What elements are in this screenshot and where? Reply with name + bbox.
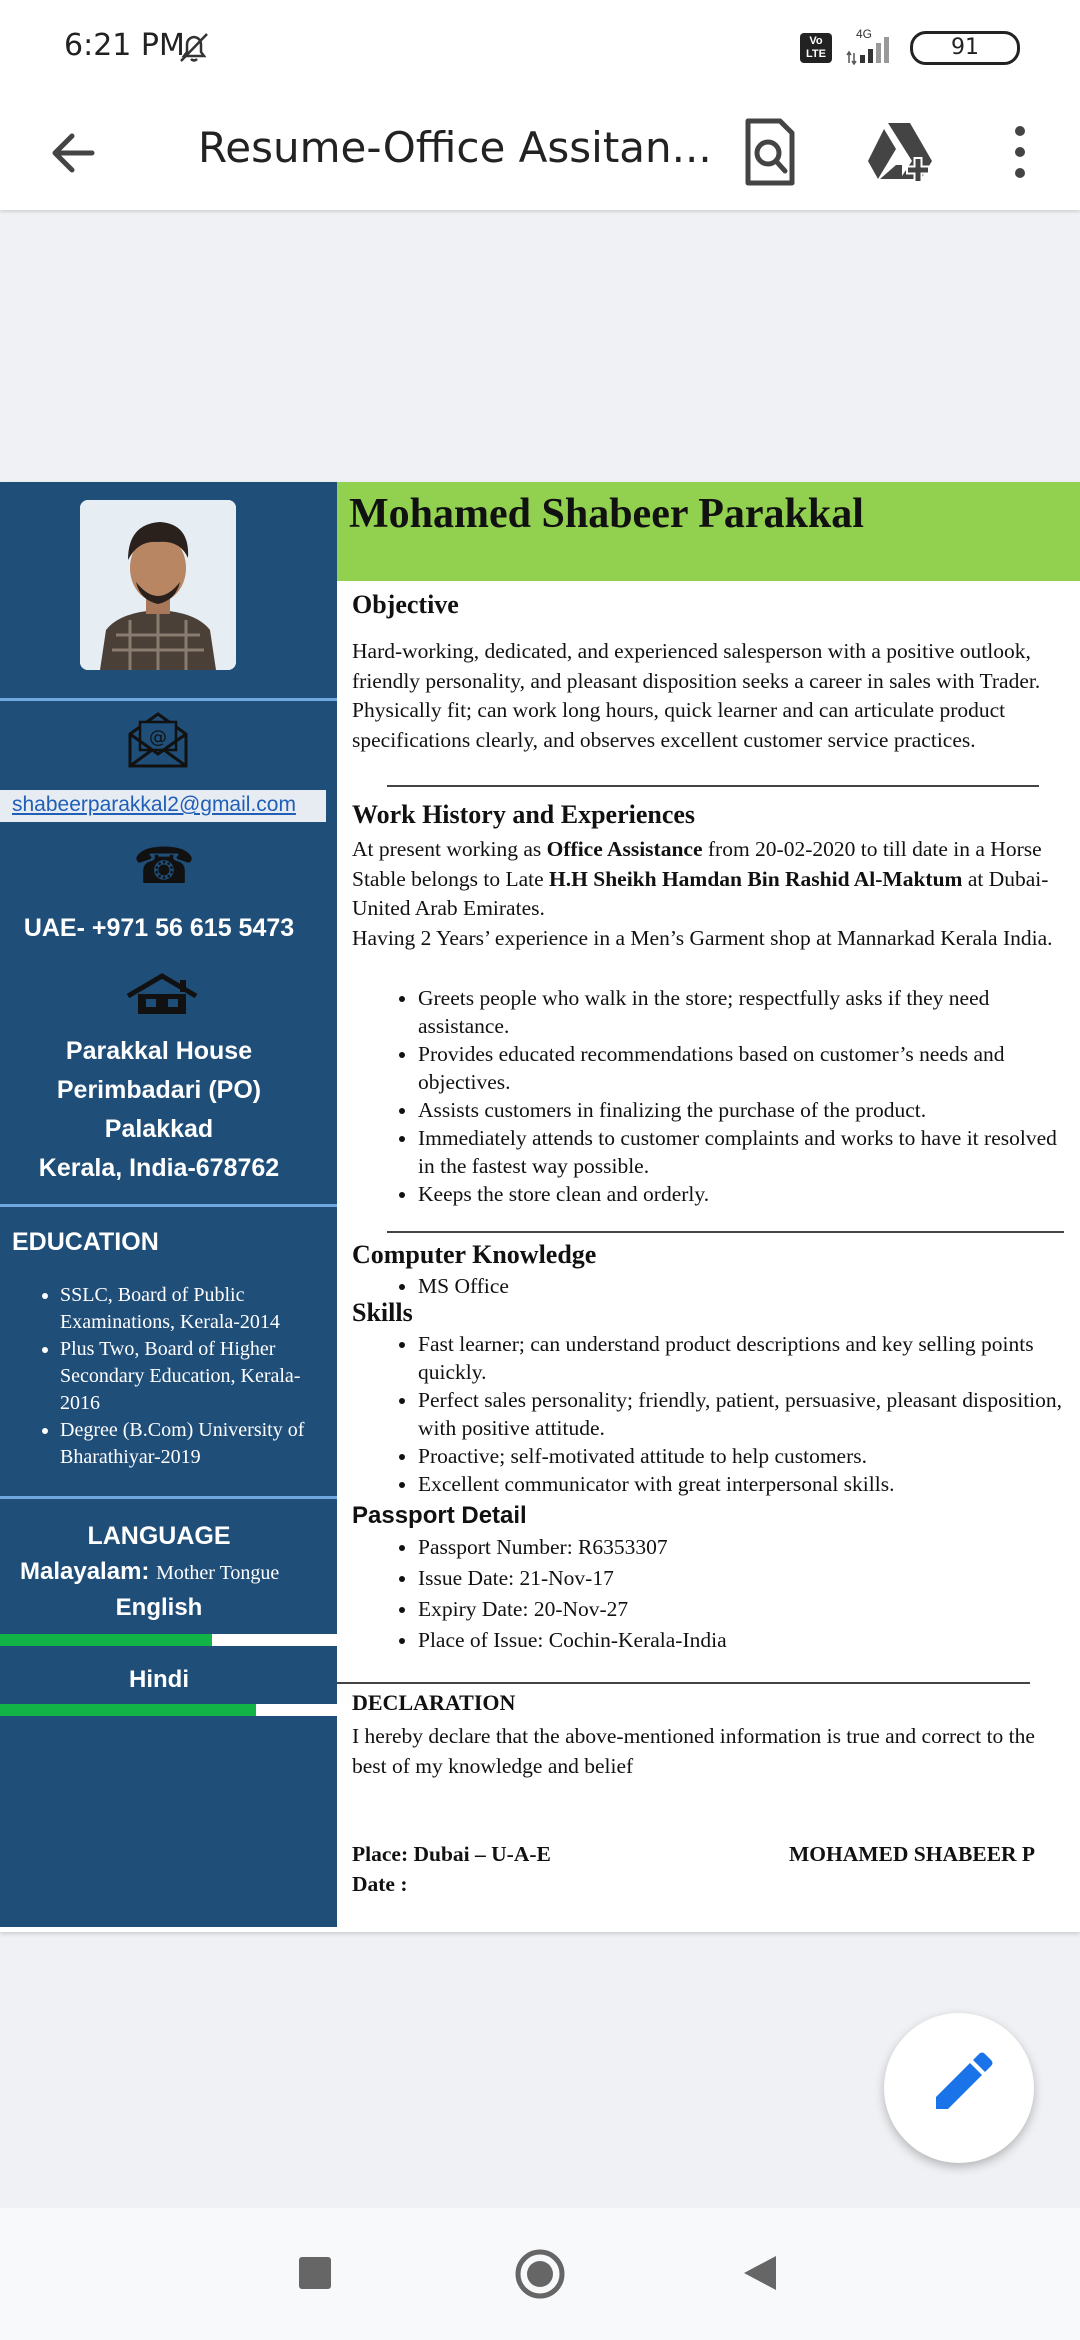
more-options-icon[interactable] [1000, 119, 1040, 185]
objective-text: Hard-working, dedicated, and experienced salesperson with a positive outlook, friendly personality, and pleasant disposition seeks a career in sales with Trader. Physically fit; can work long hours, quick learner and can articulate product specifications clearly, and observes excellent customer service practices. [352, 639, 1041, 752]
envelope-icon [126, 710, 190, 768]
sidebar-divider [0, 698, 337, 701]
back-arrow-icon[interactable] [44, 123, 104, 183]
home-circle-icon[interactable] [514, 2248, 566, 2300]
passport-heading: Passport Detail [352, 1502, 527, 1529]
name-banner [337, 482, 1080, 581]
objective-heading: Objective [352, 590, 459, 619]
work-previous-text: Having 2 Years’ experience in a Men’s Garment shop at Mannarkad Kerala India. [352, 926, 1053, 950]
address-line: Palakkad [104, 1115, 214, 1143]
declaration-place: Place: Dubai – U-A-E [352, 1842, 551, 1866]
system-nav-bar [0, 2208, 1080, 2340]
passport-list [352, 1532, 1077, 1656]
section-divider [337, 1682, 1030, 1684]
list-item: • Assists customers in finalizing the purchase of the product. [418, 1096, 1077, 1124]
declaration-text: I hereby declare that the above-mentioned information is true and correct to the best of my knowledge and belief [352, 1724, 1035, 1778]
education-item: • Plus Two, Board of Higher Secondary Education, Kerala-2016 [60, 1336, 318, 1417]
language-label: Malayalam: [20, 1558, 150, 1585]
signature-name: MOHAMED SHABEER P [789, 1842, 1036, 1866]
list-item: • Expiry Date: 20-Nov-27 [418, 1594, 1077, 1625]
list-item: • Greets people who walk in the store; respectfully asks if they need assistance. [418, 984, 1077, 1040]
email-field [0, 790, 326, 822]
language-malayalam [20, 1558, 279, 1586]
svg-text:@: @ [149, 727, 167, 748]
email-link[interactable]: shabeerparakkal2@gmail.com [12, 793, 296, 816]
list-item: • Excellent communicator with great interpersonal skills. [418, 1470, 1077, 1498]
address-line: Kerala, India-678762 [38, 1154, 280, 1182]
resume-sidebar [0, 482, 337, 1927]
list-item: • Perfect sales personality; friendly, patient, persuasive, pleasant disposition, with positive attitude. [418, 1386, 1077, 1442]
list-item: • Passport Number: R6353307 [418, 1532, 1077, 1563]
declaration-date: Date : [352, 1872, 408, 1896]
section-divider [387, 1231, 1064, 1233]
language-hindi: Hindi [129, 1666, 189, 1693]
english-level-bar [0, 1634, 337, 1646]
pencil-icon [884, 2013, 1034, 2163]
education-item: • SSLC, Board of Public Examinations, Kerala-2014 [60, 1282, 318, 1336]
house-icon [124, 972, 200, 1016]
document-title: Resume-Office Assitan... [198, 123, 712, 172]
computer-list [352, 1272, 1077, 1300]
list-item: • Fast learner; can understand product descriptions and key selling points quickly. [418, 1330, 1077, 1386]
list-item: • Provides educated recommendations based on customer’s needs and objectives. [418, 1040, 1077, 1096]
list-item: • MS Office [418, 1272, 1077, 1300]
battery-indicator: 91 [910, 31, 1020, 65]
volte-icon: Vo LTE [800, 33, 832, 63]
english-level-fill [0, 1634, 212, 1646]
list-item: • Immediately attends to customer complaints and works to have it resolved in the fastest way possible. [418, 1124, 1077, 1180]
status-indicators [800, 28, 1020, 68]
sidebar-divider [0, 1204, 337, 1207]
address-line: Perimbadari (PO) [56, 1076, 262, 1104]
education-heading: EDUCATION [12, 1228, 159, 1256]
bell-off-icon [176, 30, 212, 66]
declaration-heading: DECLARATION [352, 1690, 516, 1715]
app-bar [0, 95, 1080, 210]
education-list [18, 1282, 318, 1471]
work-position: Office Assistance [546, 837, 703, 861]
edit-button[interactable] [884, 2013, 1034, 2163]
status-bar [0, 0, 1080, 95]
language-level-text: Mother Tongue [156, 1562, 280, 1584]
section-divider [387, 785, 1039, 787]
skills-heading: Skills [352, 1298, 413, 1327]
document-page [0, 482, 1080, 1932]
work-text: from 20-02-2020 to till date in a Horse Stable belongs to Late [352, 837, 1042, 891]
work-text: At present working as [352, 837, 547, 861]
address [0, 1032, 318, 1188]
computer-heading: Computer Knowledge [352, 1240, 597, 1269]
work-employer: H.H Sheikh Hamdan Bin Rashid Al-Maktum [549, 866, 963, 891]
candidate-name: Mohamed Shabeer Parakkal [349, 491, 864, 537]
recents-square-icon[interactable] [298, 2256, 332, 2290]
work-text: at Dubai-United Arab Emirates. [352, 866, 1049, 920]
hindi-level-bar [0, 1704, 337, 1716]
profile-photo [80, 500, 236, 670]
hindi-level-fill [0, 1704, 256, 1716]
list-item: • Place of Issue: Cochin-Kerala-India [418, 1625, 1077, 1656]
back-triangle-icon[interactable] [742, 2254, 778, 2292]
add-to-drive-icon[interactable] [866, 119, 936, 185]
signal-icon [846, 27, 896, 65]
education-item: • Degree (B.Com) University of Bharathiyar-2019 [60, 1417, 318, 1471]
work-heading: Work History and Experiences [352, 800, 696, 829]
find-in-document-icon[interactable] [740, 117, 800, 187]
list-item: • Issue Date: 21-Nov-17 [418, 1563, 1077, 1594]
language-heading: LANGUAGE [87, 1522, 231, 1550]
language-english: English [115, 1594, 203, 1621]
address-line: Parakkal House [65, 1037, 253, 1065]
skills-list [352, 1330, 1077, 1498]
resume-main [337, 482, 1080, 1927]
work-duties-list [352, 984, 1077, 1208]
list-item: • Proactive; self-motivated attitude to help customers. [418, 1442, 1077, 1470]
telephone-icon: ☎ [132, 838, 196, 894]
status-time: 6:21 PM [64, 28, 185, 63]
phone-number: UAE- +971 56 615 5473 [23, 914, 295, 942]
work-current-text [352, 835, 1072, 924]
network-type: 4G [856, 27, 873, 41]
list-item: • Keeps the store clean and orderly. [418, 1180, 1077, 1208]
sidebar-divider [0, 1496, 337, 1499]
